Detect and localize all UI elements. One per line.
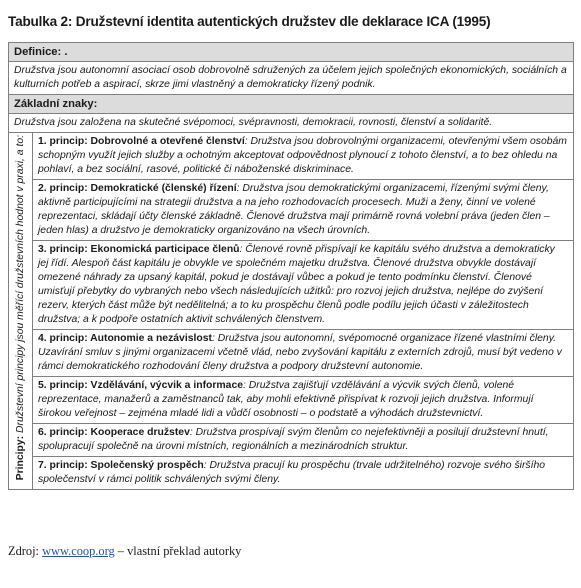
principle-6-title: 6. princip: Kooperace družstev [38,427,190,438]
principle-4 [33,330,574,377]
principle-3 [33,241,574,330]
principles-side-label-text [14,135,27,480]
principle-row [9,457,574,490]
basic-signs-text-row [9,114,574,133]
basic-signs-heading-row [9,95,574,114]
cooperative-identity-table [8,42,574,490]
principle-row [9,133,574,180]
principle-6 [33,424,574,457]
principle-1-desc: : Družstva jsou dobrovolnými organizacemi, otevřenými všem osobám schopným využít jejich služby a ochotným akceptovat odpovědnost plynoucí z tohoto členství, a to bez ohledu na pohlaví, a bez sociální, rasové, politické či náboženské diskriminace. [38,136,567,175]
principle-7-title: 7. princip: Společenský prospěch [38,460,204,471]
principles-side-label [9,133,33,490]
source-prefix: Zdroj: [8,544,43,558]
basic-signs-heading: Základní znaky: [9,95,574,114]
principle-2 [33,180,574,241]
principle-1 [33,133,574,180]
definition-text: Družstva jsou autonomní asociací osob dobrovolně sdružených za účelem jejich společných ekonomických, sociálních a kulturních potřeb a aspirací, skrze jimi vlastněný a demokraticky řízený podnik. [9,62,574,95]
principle-3-desc: : Členové rovně přispívají ke kapitálu svého družstva a demokraticky jej řídí. Alespoň část kapitálu je obvykle ve společném majetku družstva. Členové družstva obvykle dostávají omezené náhrady za upsaný kapitál, pokud je dostávají vůbec a pokud je tento podmínku členství. Členové umisťují přebytky do vybraných nebo všech následujících užitků: pro rozvoj jejich družstva, nejlépe do zvýšení rezerv, kterých část může být nedělitelná; a to ku prospěchu členů podle podílu jejich účasti v záležitostech družstva; a k podpoře ostatních aktivit schválených členstvem. [38,244,555,325]
principle-5-desc: : Družstva zajišťují vzdělávání a výcvik svých členů, volené reprezentace, manažerů a zaměstnanců tak, aby mohli efektivně přispívat k rozvoji jejich družstva. Informují širokou veřejnost – zejména mladé lidi a vůdčí osobnosti – o podstatě a výhodách družstevnictví. [38,380,534,419]
principle-row [9,180,574,241]
principle-4-title: 4. princip: Autonomie a nezávislost [38,333,212,344]
principle-row [9,424,574,457]
source-note [8,544,241,559]
principle-5 [33,377,574,424]
principle-5-title: 5. princip: Vzdělávání, výcvik a informace [38,380,244,391]
principle-2-title: 2. princip: Demokratické (členské) řízení [38,183,237,194]
principle-row [9,330,574,377]
principle-4-desc: : Družstva jsou autonomní, svépomocné organizace řízené vlastními členy. Uzavírání smluv s jinými organizacemi včetně vlád, nebo zvyšování kapitálu z externích zdrojů, musí být vedeno v rámci demokratického rozhodování členy družstva a podpory družstevní autonomie. [38,333,562,372]
principle-row [9,377,574,424]
principles-side-label-bold: Principy: [15,435,26,481]
source-suffix: – vlastní překlad autorky [114,544,242,558]
definition-heading: Definice: . [9,43,574,62]
principle-7-desc: : Družstva pracují ku prospěchu (trvale udržitelného) rozvoje svého širšího společenství v rámci politik schválených svými členy. [38,460,546,485]
definition-heading-row [9,43,574,62]
principle-6-desc: : Družstva prospívají svým členům co nejefektivněji a posilují družstevní hnutí, spolupracují společně na úrovni místních, regionálních a mezinárodních struktur. [38,427,549,452]
principle-row [9,241,574,330]
principle-1-title: 1. princip: Dobrovolné a otevřené členství [38,136,245,147]
source-link[interactable]: www.coop.org [42,544,115,558]
principles-side-label-italic: Družstevní principy jsou měřící družstevních hodnot v praxi, a to: [15,135,26,436]
basic-signs-text: Družstva jsou založena na skutečné svépomoci, svépravnosti, demokracii, rovnosti, členství a solidaritě. [9,114,574,133]
principle-2-desc: : Družstva jsou demokratickými organizacemi, řízenými svými členy, aktivně participujícími na strategii družstva a na jeho rozhodovacích procesech. Muži a ženy, činní ve volené reprezentaci, skládají účty členské základně. Členové družstva mají primárně rovná volební práva (jeden člen – jeden hlas) a družstvo je demokraticky organizováno na všech úrovních. [38,183,550,236]
principle-7 [33,457,574,490]
definition-text-row [9,62,574,95]
principle-3-title: 3. princip: Ekonomická participace členů [38,244,240,255]
table-title: Tabulka 2: Družstevní identita autentických družstev dle deklarace ICA (1995) [8,14,491,29]
